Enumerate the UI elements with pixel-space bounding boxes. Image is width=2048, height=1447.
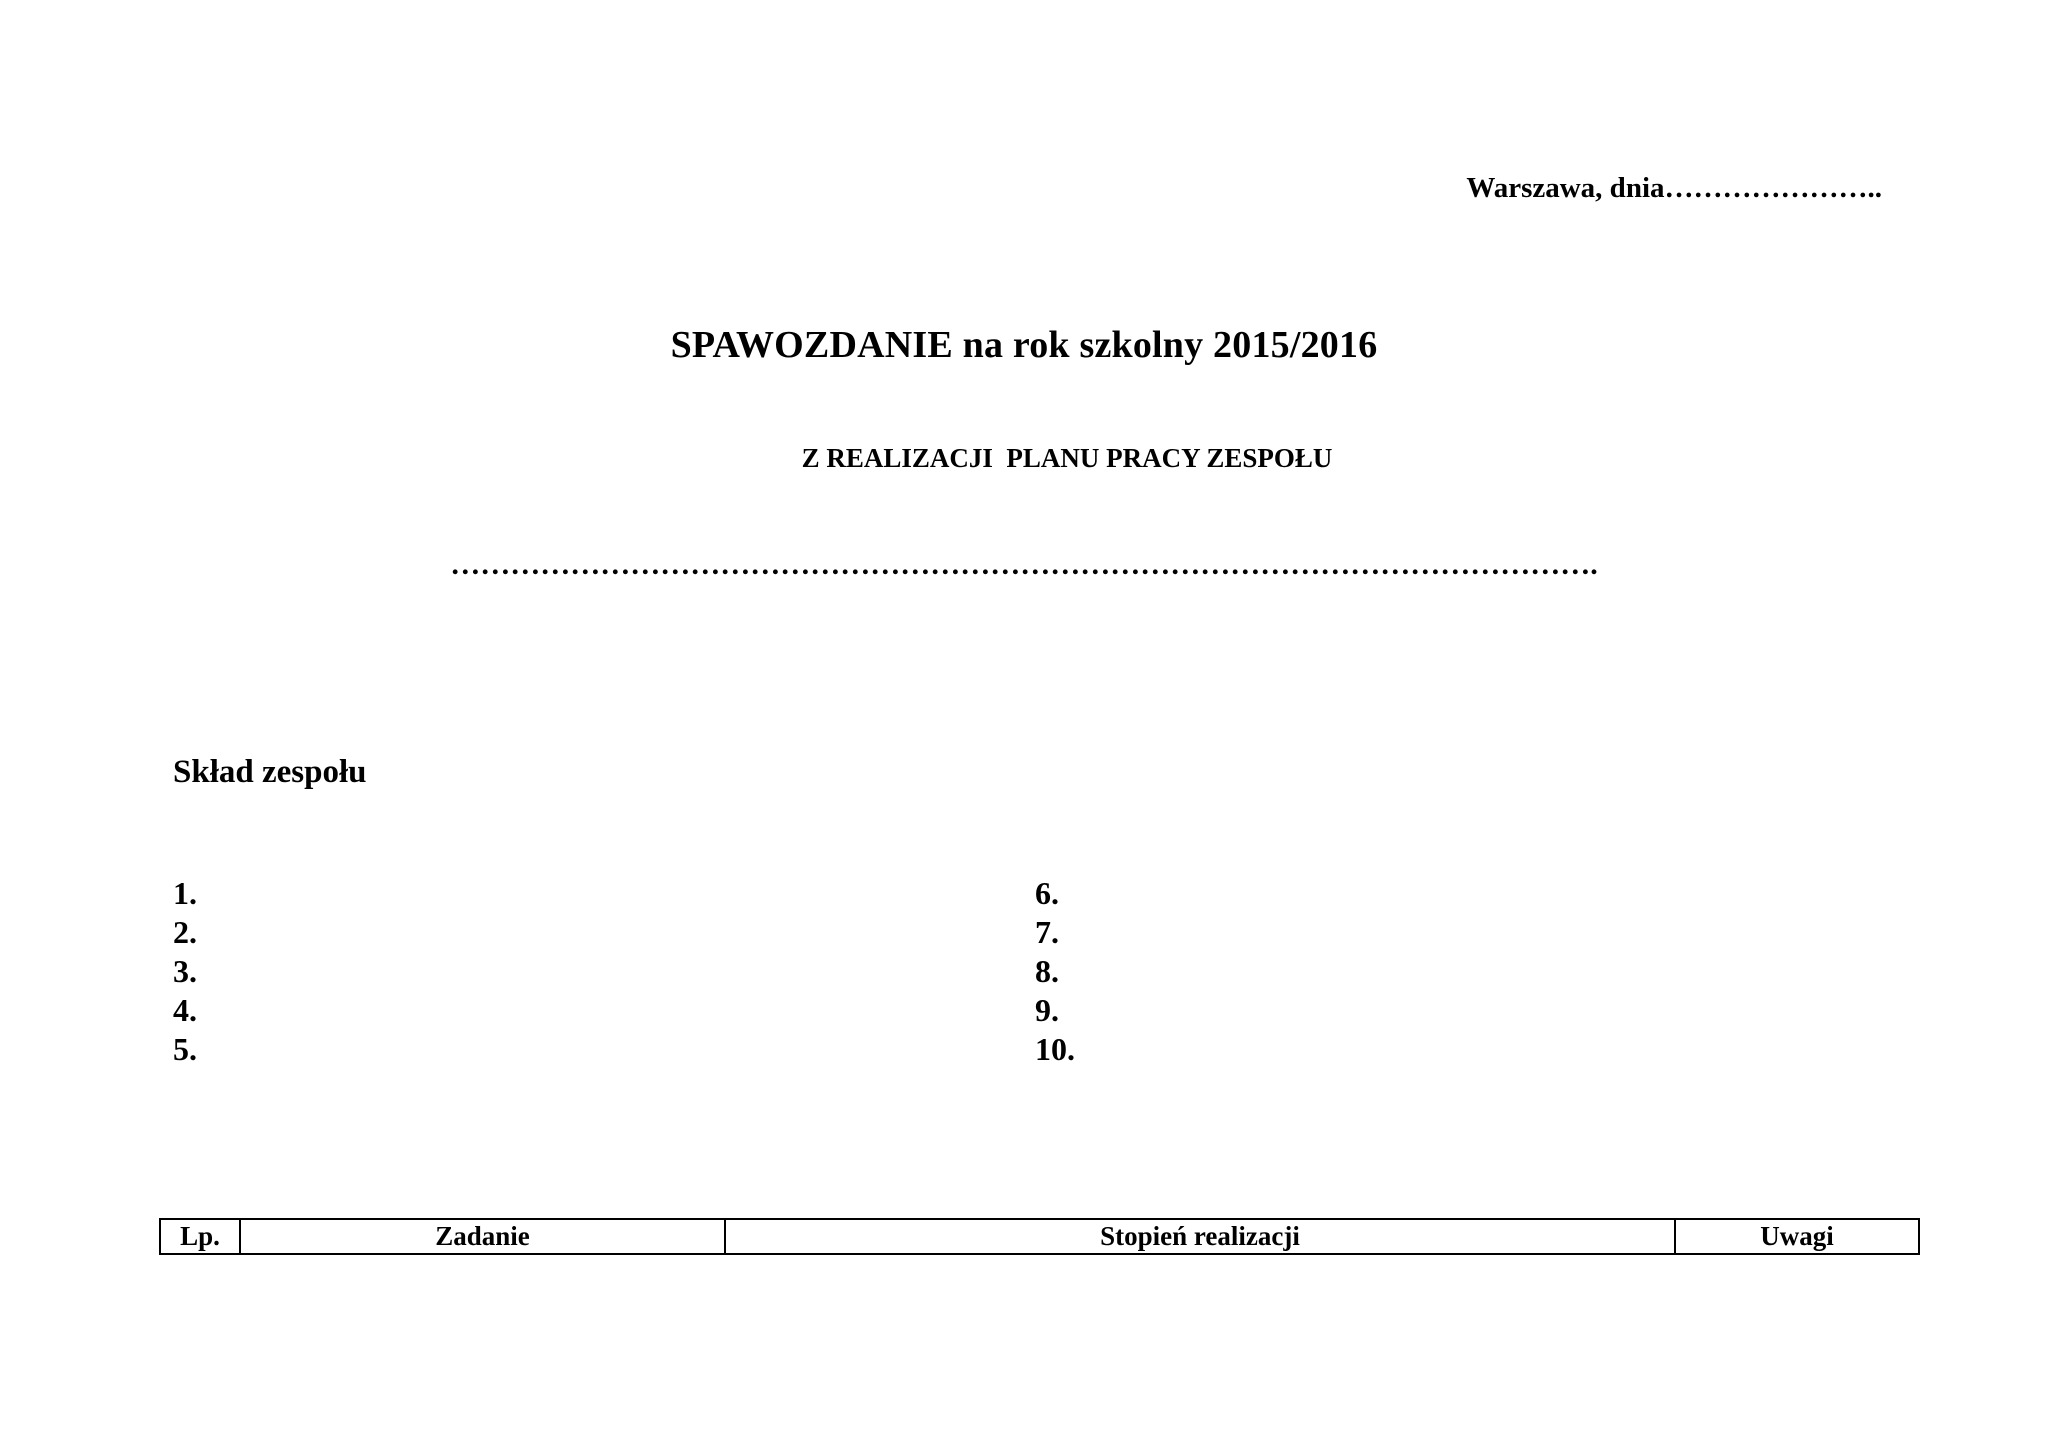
column-header-notes: Uwagi — [1675, 1219, 1919, 1254]
member-number: 8. — [1035, 953, 1059, 989]
member-number: 1. — [173, 875, 197, 911]
column-header-lp: Lp. — [160, 1219, 240, 1254]
member-number: 9. — [1035, 992, 1059, 1028]
member-number: 3. — [173, 953, 197, 989]
column-header-progress: Stopień realizacji — [725, 1219, 1675, 1254]
team-members-left-column — [173, 874, 197, 1069]
member-number: 5. — [173, 1031, 197, 1067]
report-table — [159, 1218, 1920, 1255]
team-composition-heading: Skład zespołu — [173, 754, 367, 790]
member-number: 2. — [173, 914, 197, 950]
table-header-row — [160, 1219, 1919, 1254]
team-name-placeholder: ……………………………………………………………………………………………………. — [450, 548, 1598, 581]
member-number: 7. — [1035, 914, 1059, 950]
team-members-right-column — [1035, 874, 1075, 1069]
date-line: Warszawa, dnia………………….. — [1466, 172, 1882, 204]
column-header-task: Zadanie — [240, 1219, 725, 1254]
member-number: 10. — [1035, 1031, 1075, 1067]
member-number: 4. — [173, 992, 197, 1028]
document-subtitle: Z REALIZACJI PLANU PRACY ZESPOŁU — [801, 443, 1333, 473]
member-number: 6. — [1035, 875, 1059, 911]
document-title: SPAWOZDANIE na rok szkolny 2015/2016 — [670, 324, 1378, 366]
